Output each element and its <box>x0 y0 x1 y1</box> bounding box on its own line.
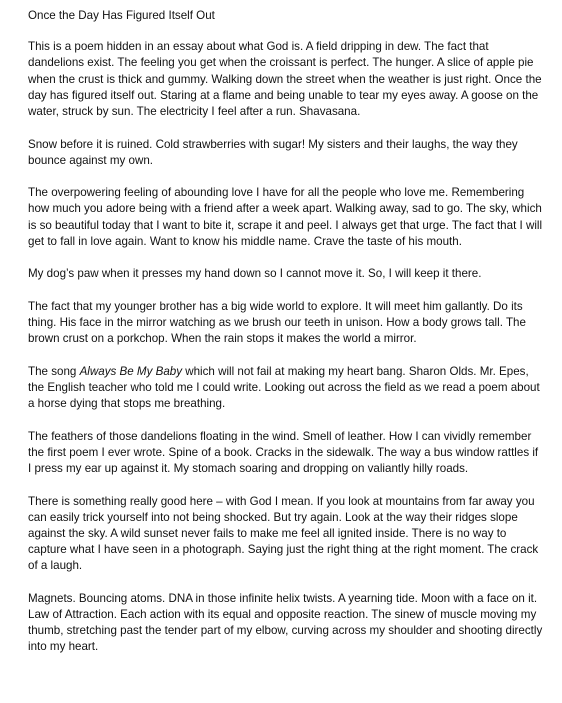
paragraph-5: The fact that my younger brother has a big wide world to explore. It will meet him gallantly. Do its thing. His face in the mirror watching as we brush our teeth in unison. How a body grows tall. The brown crust on a porkchop. When the rain stops it makes the world a mirror. <box>28 299 526 346</box>
paragraph-4: My dog’s paw when it presses my hand down so I cannot move it. So, I will keep it there. <box>28 267 482 281</box>
paragraph-8: There is something really good here – with God I mean. If you look at mountains from far away you can easily trick yourself into not being shocked. But try again. Look at the way their ridges slope against the sky. A wild sunset never fails to make me feel all ignited inside. There is no way to capture what I have seen in a photograph. Saying just the right thing at the right moment. The crack of a laugh. <box>28 494 539 573</box>
paragraph-6 <box>28 364 544 413</box>
paragraph-6-text-before: The song <box>28 364 80 378</box>
paragraph-1: This is a poem hidden in an essay about what God is. A field dripping in dew. The fact that dandelions exist. The feeling you get when the croissant is perfect. The hunger. A slice of apple pie when the crust is thick and gummy. Walking down the street when the weather is just right. Once the day has figured itself out. Staring at a flame and being unable to tear my eyes away. A goose on the water, struck by sun. The electricity I feel after a run. Shavasana. <box>28 40 542 119</box>
paragraph-9: Magnets. Bouncing atoms. DNA in those infinite helix twists. A yearning tide. Moon with a face on it. Law of Attraction. Each action with its equal and opposite reaction. The sinew of muscle moving my thumb, stretching past the tender part of my elbow, curving across my shoulder and shooting directly into my heart. <box>28 591 543 654</box>
song-title-italic: Always Be My Baby <box>79 364 183 378</box>
paragraph-3: The overpowering feeling of abounding love I have for all the people who love me. Remembering how much you adore being with a friend after a week apart. Walking away, sad to go. The sky, which is so beautiful today that I want to bite it, scrape it and peel. I always get that urge. The fact that I will get to fall in love again. Want to know his middle name. Crave the taste of his mouth. <box>28 186 543 248</box>
paragraph-6-text-after: which will not fail at making my heart bang. Sharon Olds. Mr. Epes, the English teacher who told me I could write. Looking out across the field as we read a poem about a horse dying that stops me breathing. <box>28 364 540 411</box>
paragraph-7: The feathers of those dandelions floating in the wind. Smell of leather. How I can vividly remember the first poem I ever wrote. Spine of a book. Cracks in the sidewalk. The way a bus window rattles if I press my ear up against it. My stomach soaring and dropping on valiantly hilly roads. <box>28 429 539 476</box>
paragraph-2: Snow before it is ruined. Cold strawberries with sugar! My sisters and their laughs, the way they bounce against my own. <box>28 137 518 167</box>
document-title: Once the Day Has Figured Itself Out <box>28 9 215 22</box>
